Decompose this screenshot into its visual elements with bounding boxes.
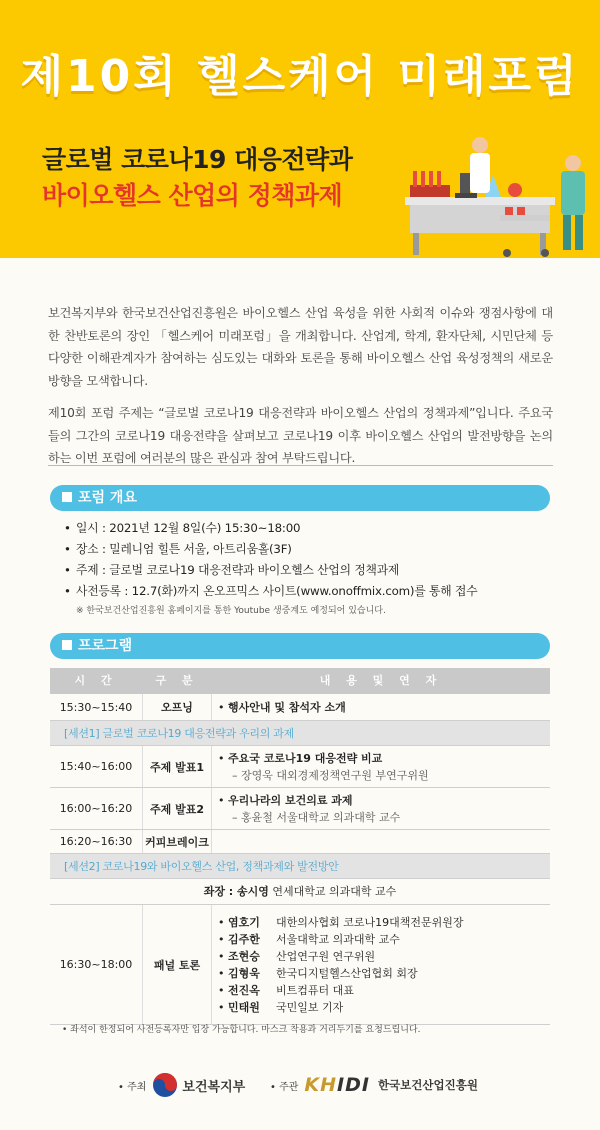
red-flask [508, 183, 522, 197]
overview-date: • 일시 : 2021년 12월 8일(수) 15:30~18:00 [64, 521, 301, 535]
row-content [212, 830, 550, 853]
row-time: 16:20~16:30 [59, 835, 133, 848]
cart-wheel [503, 249, 511, 257]
intro-text [48, 302, 553, 470]
lab-illustration [395, 135, 600, 258]
speaker: – 홍윤철 서울대학교 의과대학 교수 [232, 810, 401, 824]
table-row [50, 694, 550, 721]
session-1-header: [세션1] 글로벌 코로나19 대응전략과 우리의 과제 [50, 721, 550, 746]
table-row [50, 830, 550, 854]
square-bullet-icon [62, 492, 72, 502]
scientist-coat [470, 153, 490, 193]
col-header-time: 시 간 [74, 674, 118, 687]
row-time: 16:30~18:00 [59, 958, 133, 971]
host-name: 보건복지부 [182, 1079, 246, 1095]
header-banner [0, 0, 600, 258]
panel-member: • 염호기 대한의사협회 코로나19대책전문위원장 [218, 915, 464, 929]
panel-member: • 김주한 서울대학교 의과대학 교수 [218, 932, 400, 946]
intro-paragraph-1: 보건복지부와 한국보건산업진흥원은 바이오헬스 산업 육성을 위한 사회적 이슈와 쟁점사항에 대한 찬반토론의 장인 「헬스케어 미래포럼」을 개최합니다. 산업계, 학계, 환자단체, 시민단체 등 다양한 이해관계자가 참여하는 심도있는 대화와 토론을 통해 바이오헬스 산업 육성정책의 새로운 방향을 모색합니다. [48, 306, 553, 388]
event-title: 제10회 헬스케어 미래포럼 [20, 51, 580, 102]
row-time: 16:00~16:20 [59, 802, 133, 815]
microscope-base [455, 193, 477, 198]
khidi-logo: KHIDI [304, 1074, 370, 1096]
overview-note: ※ 한국보건산업진흥원 홈페이지를 통한 Youtube 생중계도 예정되어 있습니다. [76, 606, 386, 616]
row-content: • 주요국 코로나19 대응전략 비교 – 장영욱 대외경제정책연구원 부연구위원 [212, 746, 550, 787]
overview-venue: • 장소 : 밀레니엄 힐튼 서울, 아트리움홀(3F) [64, 542, 292, 556]
row-time: 15:40~16:00 [59, 760, 133, 773]
scientist2-head [565, 155, 581, 171]
session-2-header: [세션2] 코로나19와 바이오헬스 산업, 정책과제와 발전방안 [50, 854, 550, 879]
panel-member: • 조현승 산업연구원 연구위원 [218, 949, 376, 963]
table-row [50, 746, 550, 788]
speaker: – 장영욱 대외경제정책연구원 부연구위원 [232, 768, 429, 782]
table-row [50, 788, 550, 830]
cart-wheel [541, 249, 549, 257]
overview-topic: • 주제 : 글로벌 코로나19 대응전략과 바이오헬스 산업의 정책과제 [64, 563, 400, 577]
row-type: 주제 발표2 [142, 788, 212, 829]
panel-members [212, 905, 550, 1024]
organizer [270, 1070, 478, 1100]
square-bullet-icon [62, 640, 72, 650]
row-type: 커피브레이크 [142, 830, 212, 853]
bench-leg [413, 233, 419, 255]
col-header-content: 내 용 및 연 자 [319, 674, 443, 687]
chair-affiliation: 연세대학교 의과대학 교수 [272, 885, 397, 898]
taegeuk-emblem-icon [152, 1072, 178, 1098]
footer [0, 1070, 600, 1100]
event-subtitle-line2: 바이오헬스 산업의 정책과제 [42, 181, 343, 210]
divider [48, 465, 553, 466]
cart-bottle [505, 207, 513, 215]
cart-shelf [500, 215, 550, 221]
row-type: 주제 발표1 [142, 746, 212, 787]
col-header-type: 구 분 [155, 674, 199, 687]
scientist-head [472, 137, 488, 153]
panel-member: • 김형욱 한국디지털헬스산업협회 회장 [218, 966, 418, 980]
test-tube [413, 171, 417, 187]
lab-bench-top [405, 197, 555, 205]
row-content: • 행사안내 및 참석자 소개 [218, 700, 346, 714]
overview-list [64, 518, 544, 616]
overview-registration: • 사전등록 : 12.7(화)까지 온오프믹스 사이트(www.onoffmix.com)를 통해 접수 [64, 584, 478, 598]
test-tube [429, 171, 433, 187]
host [118, 1070, 245, 1100]
overview-heading: 포럼 개요 [78, 490, 137, 506]
row-type: 오프닝 [142, 694, 212, 720]
intro-paragraph-2: 제10회 포럼 주제는 “글로벌 코로나19 대응전략과 바이오헬스 산업의 정책과제”입니다. 주요국들의 그간의 코로나19 대응전략을 살펴보고 코로나19 이후 바이오헬스 산업의 발전방향을 논의하는 이번 포럼에 여러분의 많은 관심과 참여 부탁드립니다. [48, 406, 553, 465]
overview-heading-bar [50, 485, 550, 511]
cart-bottle [517, 207, 525, 215]
scientist2-scrubs [561, 171, 585, 215]
event-subtitle-line1: 글로벌 코로나19 대응전략과 [42, 145, 353, 174]
panel-member: • 민태원 국민일보 기자 [218, 1000, 344, 1014]
panel-row [50, 905, 550, 1025]
test-tube [437, 171, 441, 187]
chair-row [50, 879, 550, 905]
row-time: 15:30~15:40 [59, 700, 133, 714]
footnote: • 좌석이 한정되어 사전등록자만 입장 가능합니다. 마스크 착용과 거리두기를 요청드립니다. [62, 1025, 421, 1035]
organizer-label: • 주관 [270, 1081, 299, 1093]
host-label: • 주최 [118, 1081, 147, 1093]
table-header [50, 668, 550, 694]
program-heading: 프로그램 [78, 638, 133, 654]
chair-label: 좌장 : 송시영 [203, 885, 269, 898]
scientist2-leg [575, 215, 583, 250]
row-content: • 우리나라의 보건의료 과제 – 홍윤철 서울대학교 의과대학 교수 [212, 788, 550, 829]
test-tube [421, 171, 425, 187]
row-type: 패널 토론 [142, 905, 212, 1024]
scientist2-leg [563, 215, 571, 250]
organizer-name: 한국보건산업진흥원 [377, 1078, 478, 1092]
program-table [50, 668, 550, 1025]
panel-member: • 전진옥 비트컴퓨터 대표 [218, 983, 354, 997]
program-heading-bar [50, 633, 550, 659]
